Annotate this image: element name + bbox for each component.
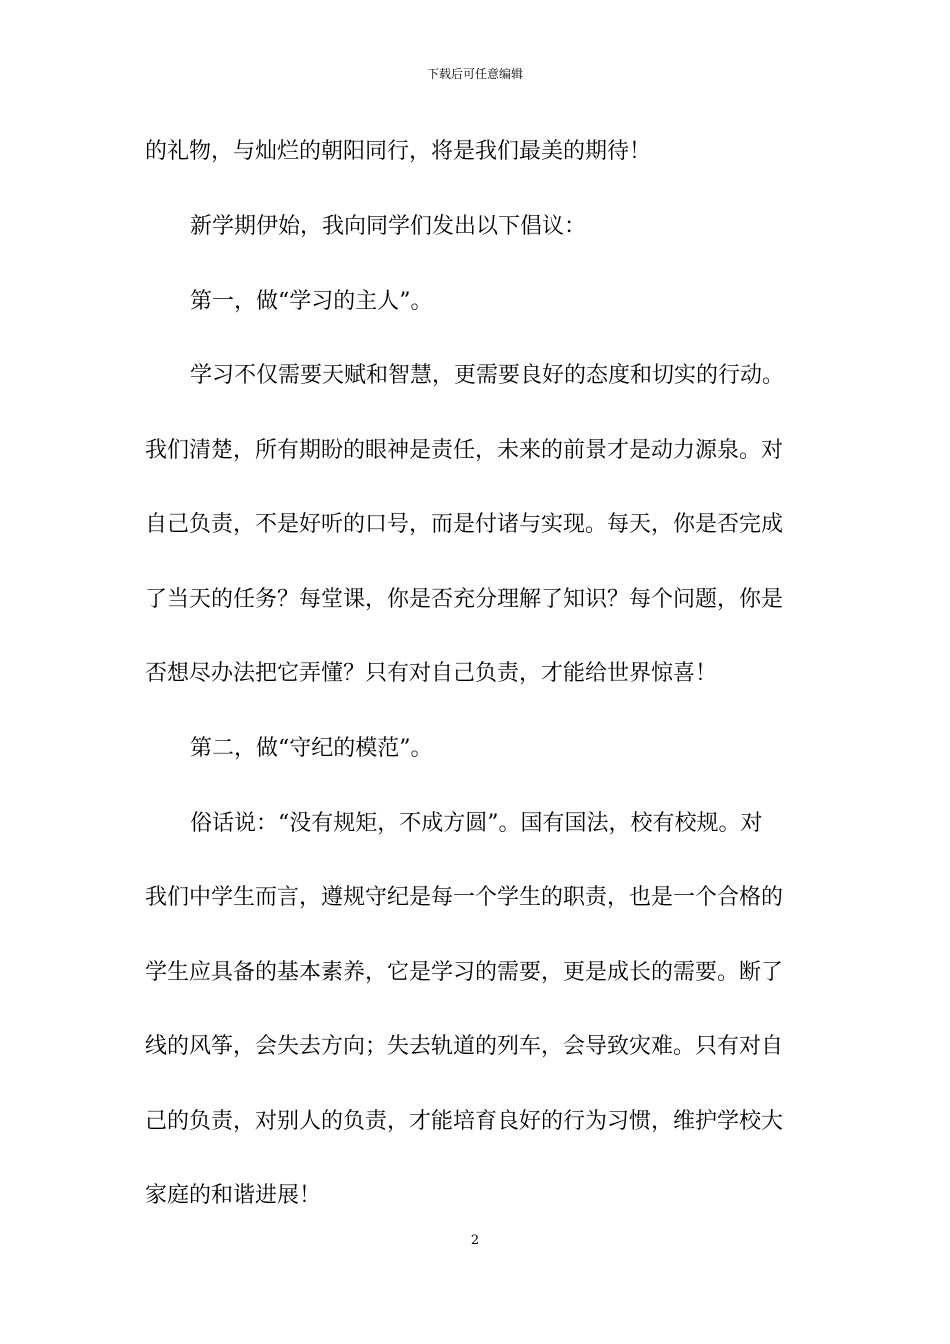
text-line-1: 的礼物，与灿烂的朝阳同行，将是我们最美的期待！ bbox=[145, 139, 652, 164]
text-line-8: 否想尽办法把它弄懂？只有对自己负责，才能给世界惊喜！ bbox=[145, 661, 718, 686]
text-line-5: 我们清楚，所有期盼的眼神是责任，未来的前景才是动力源泉。对 bbox=[145, 438, 784, 463]
text-line-14: 己的负责，对别人的负责，才能培育良好的行为习惯，维护学校大 bbox=[145, 1109, 784, 1134]
header-note: 下载后可任意编辑 bbox=[426, 67, 523, 81]
text-line-15: 家庭的和谐进展！ bbox=[145, 1183, 322, 1208]
page-number: 2 bbox=[470, 1233, 480, 1248]
text-line-7: 了当天的任务？每堂课，你是否充分理解了知识？每个问题，你是 bbox=[145, 587, 784, 612]
text-line-3: 第一，做“学习的主人”。 bbox=[190, 289, 433, 314]
text-line-11: 我们中学生而言，遵规守纪是每一个学生的职责，也是一个合格的 bbox=[145, 885, 784, 910]
text-line-2: 新学期伊始，我向同学们发出以下倡议： bbox=[190, 214, 587, 239]
text-line-9: 第二，做“守纪的模范”。 bbox=[190, 736, 433, 761]
text-line-10: 俗话说：“没有规矩，不成方圆”。国有国法，校有校规。对 bbox=[190, 811, 763, 836]
text-line-13: 线的风筝，会失去方向；失去轨道的列车，会导致灾难。只有对自 bbox=[145, 1034, 784, 1059]
text-line-6: 自己负责，不是好听的口号，而是付诸与实现。每天，你是否完成 bbox=[145, 512, 784, 537]
text-line-4: 学习不仅需要天赋和智慧，更需要良好的态度和切实的行动。 bbox=[190, 363, 785, 388]
text-line-12: 学生应具备的基本素养，它是学习的需要，更是成长的需要。断了 bbox=[145, 960, 784, 985]
